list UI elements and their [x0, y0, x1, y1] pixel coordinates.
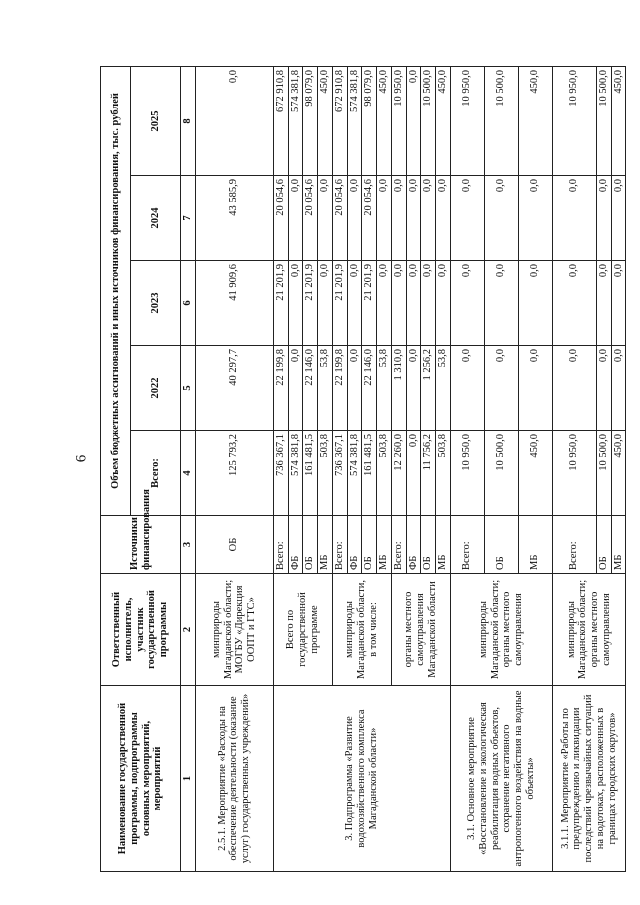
value-total: 574 381,8 [288, 431, 303, 516]
value-total: 736 367,1 [332, 431, 347, 516]
value-2024: 20 054,6 [273, 176, 288, 261]
value-2025: 10 950,0 [391, 66, 406, 175]
header-2022: 2022 [131, 346, 181, 431]
header-total: Всего: [131, 431, 181, 516]
value-total: 503,8 [377, 431, 392, 516]
table-row [552, 66, 596, 871]
row-source: Всего: [450, 516, 484, 574]
value-2025: 0,0 [195, 66, 273, 175]
value-total: 450,0 [611, 431, 626, 516]
value-2025: 10 500,0 [421, 66, 436, 175]
rotated-table-container [100, 67, 624, 872]
row-source: ОБ [303, 516, 318, 574]
header-responsible: Ответственный исполнитель, участник государственной программы [101, 574, 181, 686]
value-2024: 0,0 [347, 176, 362, 261]
value-2022: 0,0 [518, 346, 552, 431]
row-source: МБ [518, 516, 552, 574]
index-cell: 6 [181, 261, 196, 346]
row-source: МБ [436, 516, 451, 574]
value-2022: 22 199,8 [332, 346, 347, 431]
value-total: 125 793,2 [195, 431, 273, 516]
row-source: МБ [611, 516, 626, 574]
value-2024: 0,0 [288, 176, 303, 261]
row-source: Всего: [273, 516, 288, 574]
value-2023: 0,0 [552, 261, 596, 346]
row-source: ФБ [406, 516, 421, 574]
value-2023: 0,0 [484, 261, 518, 346]
value-2023: 21 201,9 [273, 261, 288, 346]
row-source: ОБ [484, 516, 518, 574]
value-2023: 0,0 [596, 261, 611, 346]
value-2023: 0,0 [450, 261, 484, 346]
value-total: 503,8 [436, 431, 451, 516]
value-2025: 450,0 [377, 66, 392, 175]
value-2023: 21 201,9 [303, 261, 318, 346]
value-2023: 0,0 [377, 261, 392, 346]
index-row [181, 66, 196, 871]
value-2022: 40 297,7 [195, 346, 273, 431]
value-2023: 0,0 [518, 261, 552, 346]
value-2025: 672 910,8 [273, 66, 288, 175]
value-2025: 10 500,0 [596, 66, 611, 175]
table-row [450, 66, 484, 871]
value-total: 450,0 [518, 431, 552, 516]
value-2024: 0,0 [377, 176, 392, 261]
value-2025: 450,0 [436, 66, 451, 175]
value-2024: 20 054,6 [303, 176, 318, 261]
value-2023: 0,0 [318, 261, 333, 346]
value-2022: 0,0 [450, 346, 484, 431]
value-2025: 98 079,0 [362, 66, 377, 175]
row-name: 3.1.1. Мероприятие «Работы по предупреждению и ликвидации последствий чрезвычайных ситуаций на водотоках, расположенных в границах городских округов» [552, 686, 626, 872]
row-source: Всего: [391, 516, 406, 574]
header-name: Наименование государственной программы, подпрограммы основных мероприятий, мероприятий [101, 686, 181, 872]
value-2023: 41 909,6 [195, 261, 273, 346]
value-2024: 0,0 [318, 176, 333, 261]
row-source: Всего: [552, 516, 596, 574]
value-total: 574 381,8 [347, 431, 362, 516]
row-name: 3.1. Основное мероприятие «Восстановление и экологическая реабилитация водных объектов, сохранение негативного антропогенного воздействия на водные объекты» [450, 686, 552, 872]
value-2024: 0,0 [596, 176, 611, 261]
value-2023: 0,0 [347, 261, 362, 346]
value-2024: 0,0 [421, 176, 436, 261]
index-cell: 4 [181, 431, 196, 516]
value-2024: 0,0 [518, 176, 552, 261]
value-2024: 0,0 [436, 176, 451, 261]
value-2025: 0,0 [406, 66, 421, 175]
row-source: ОБ [195, 516, 273, 574]
value-2022: 0,0 [347, 346, 362, 431]
value-2025: 450,0 [518, 66, 552, 175]
value-2022: 0,0 [611, 346, 626, 431]
index-cell: 3 [181, 516, 196, 574]
row-responsible: минприроды Магаданской области; органы местного самоуправления [450, 574, 552, 686]
value-2025: 574 381,8 [347, 66, 362, 175]
value-2025: 10 950,0 [450, 66, 484, 175]
value-2025: 450,0 [318, 66, 333, 175]
value-2023: 0,0 [611, 261, 626, 346]
value-2024: 0,0 [611, 176, 626, 261]
value-2022: 53,8 [318, 346, 333, 431]
value-total: 161 481,5 [362, 431, 377, 516]
value-total: 10 950,0 [552, 431, 596, 516]
row-source: ФБ [347, 516, 362, 574]
index-cell: 8 [181, 66, 196, 175]
row-source: ОБ [596, 516, 611, 574]
value-2022: 0,0 [596, 346, 611, 431]
row-responsible: органы местного самоуправления Магаданской области [391, 574, 450, 686]
index-cell: 2 [181, 574, 196, 686]
header-2023: 2023 [131, 261, 181, 346]
header-source: Источники финансирования [101, 516, 181, 574]
value-total: 736 367,1 [273, 431, 288, 516]
value-2025: 574 381,8 [288, 66, 303, 175]
value-2024: 0,0 [450, 176, 484, 261]
value-total: 10 950,0 [450, 431, 484, 516]
row-source: МБ [318, 516, 333, 574]
row-name: 3. Подпрограмма «Развитие водохозяйственного комплекса Магаданской области» [273, 686, 450, 872]
row-source: ФБ [288, 516, 303, 574]
value-2024: 0,0 [406, 176, 421, 261]
value-2023: 0,0 [421, 261, 436, 346]
header-funding: Объем бюджетных ассигнований и иных источников финансирования, тыс. рублей [101, 66, 131, 515]
row-source: ОБ [362, 516, 377, 574]
header-2025: 2025 [131, 66, 181, 175]
value-2025: 98 079,0 [303, 66, 318, 175]
value-2022: 0,0 [552, 346, 596, 431]
value-2025: 450,0 [611, 66, 626, 175]
value-2024: 0,0 [391, 176, 406, 261]
row-source: Всего: [332, 516, 347, 574]
value-2023: 0,0 [436, 261, 451, 346]
row-responsible: Всего по государственной программе [273, 574, 332, 686]
value-total: 161 481,5 [303, 431, 318, 516]
header-2024: 2024 [131, 176, 181, 261]
value-2025: 10 950,0 [552, 66, 596, 175]
value-2022: 53,8 [436, 346, 451, 431]
value-2023: 0,0 [406, 261, 421, 346]
index-cell: 7 [181, 176, 196, 261]
value-total: 10 500,0 [596, 431, 611, 516]
value-2022: 0,0 [288, 346, 303, 431]
value-2025: 672 910,8 [332, 66, 347, 175]
row-responsible: минприроды Магаданской области, в том числе: [332, 574, 391, 686]
value-2024: 20 054,6 [332, 176, 347, 261]
row-name: 2.5.1. Мероприятие «Расходы на обеспечение деятельности (оказание услуг) государственных учреждений» [195, 686, 273, 872]
funding-table [100, 66, 626, 872]
value-2023: 21 201,9 [362, 261, 377, 346]
value-2023: 0,0 [391, 261, 406, 346]
index-cell: 5 [181, 346, 196, 431]
value-total: 10 500,0 [484, 431, 518, 516]
value-2022: 22 199,8 [273, 346, 288, 431]
row-responsible: минприроды Магаданской области; органы местного самоуправления [552, 574, 626, 686]
table-row [273, 66, 288, 871]
value-total: 11 756,2 [421, 431, 436, 516]
value-2022: 22 146,0 [362, 346, 377, 431]
row-source: ОБ [421, 516, 436, 574]
value-2024: 20 054,6 [362, 176, 377, 261]
value-2024: 43 585,9 [195, 176, 273, 261]
value-total: 0,0 [406, 431, 421, 516]
value-2022: 53,8 [377, 346, 392, 431]
value-2023: 21 201,9 [332, 261, 347, 346]
value-2024: 0,0 [552, 176, 596, 261]
page-number: 6 [73, 454, 90, 463]
row-responsible: минприроды Магаданской области; МОГБУ «Дирекция ООПТ и ГТС» [195, 574, 273, 686]
value-2022: 0,0 [484, 346, 518, 431]
value-2024: 0,0 [484, 176, 518, 261]
value-2022: 1 256,2 [421, 346, 436, 431]
value-2022: 0,0 [406, 346, 421, 431]
index-cell: 1 [181, 686, 196, 872]
value-2023: 0,0 [288, 261, 303, 346]
value-total: 503,8 [318, 431, 333, 516]
row-source: МБ [377, 516, 392, 574]
value-total: 12 260,0 [391, 431, 406, 516]
table-row [195, 66, 273, 871]
value-2022: 22 146,0 [303, 346, 318, 431]
value-2022: 1 310,0 [391, 346, 406, 431]
value-2025: 10 500,0 [484, 66, 518, 175]
